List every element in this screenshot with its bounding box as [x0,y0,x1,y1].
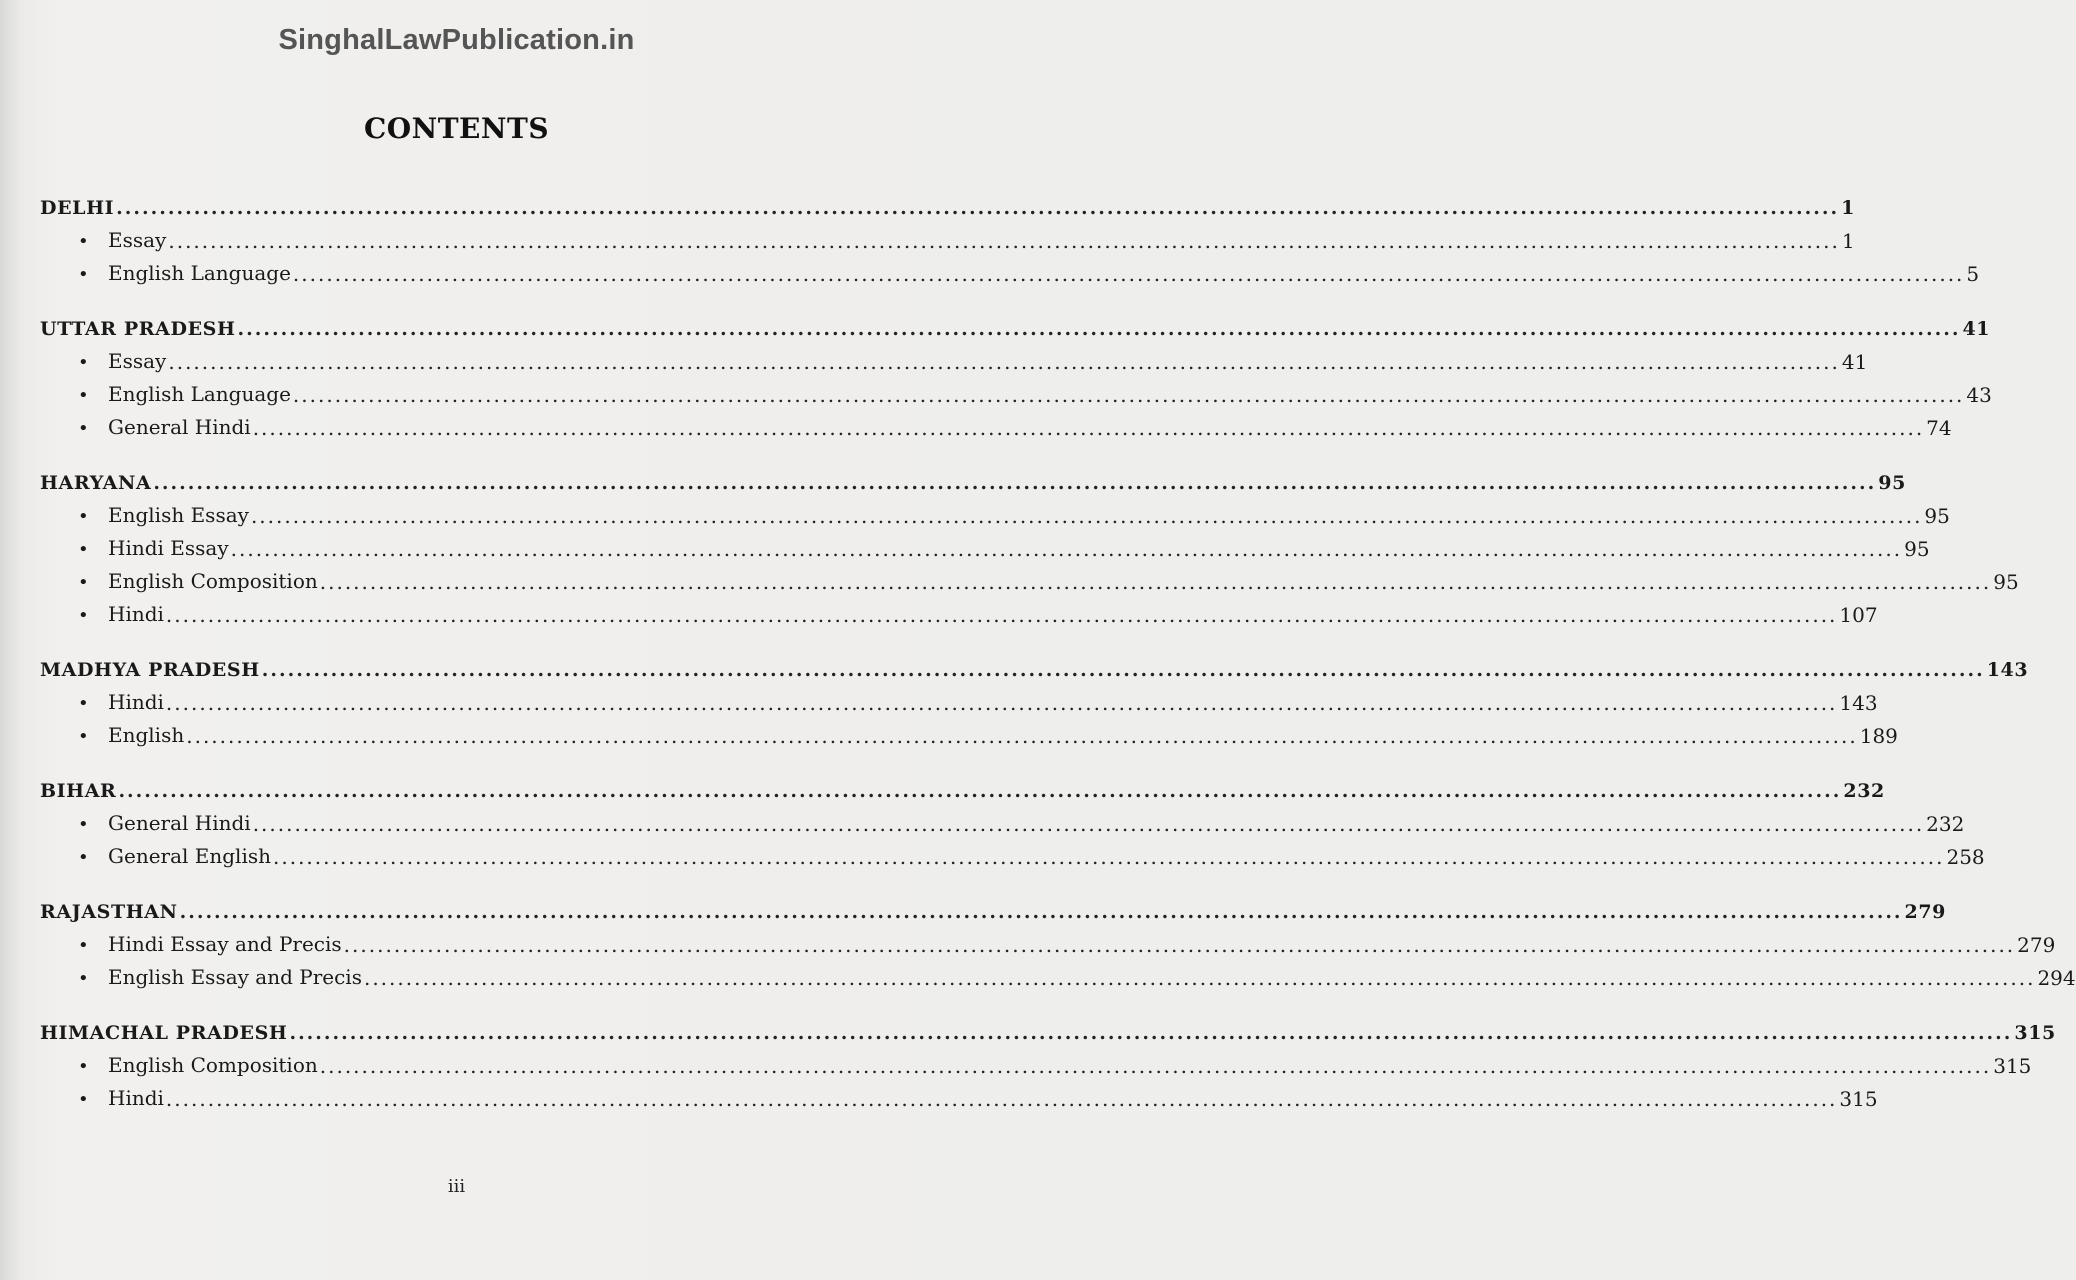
dot-leader: ........................................................................................................................................................................................................ [168,350,1840,374]
dot-leader: ........................................................................................................................................................................................................ [261,659,1985,681]
item-page-number: 258 [1946,845,1985,869]
item-page-number: 95 [1924,504,1950,528]
dot-leader: ........................................................................................................................................................................................................ [292,383,1965,407]
toc-section-haryana[interactable] [40,467,1906,500]
toc-item[interactable] [40,929,2056,962]
bullet-icon: • [78,847,89,868]
bullet-icon: • [78,693,89,714]
item-label: Hindi [108,602,164,626]
item-title [78,565,318,599]
section-gap [40,995,866,1017]
item-label: General Hindi [108,811,251,835]
section-gap [40,874,866,896]
toc-item[interactable] [40,1083,1878,1116]
section-page-number: 232 [1843,780,1885,802]
bullet-icon: • [78,968,89,989]
section-title: RAJASTHAN [40,901,178,923]
item-title [78,499,249,533]
item-label: English Composition [108,569,318,593]
item-title [78,719,184,753]
section-page-number: 41 [1962,318,1991,340]
item-label: Hindi Essay [108,536,229,560]
item-page-number: 1 [1841,229,1855,253]
dot-leader: ........................................................................................................................................................................................................ [252,416,1925,440]
item-label: Hindi [108,1086,164,1110]
toc-section-uttar-pradesh[interactable] [40,313,1991,346]
toc-item[interactable] [40,346,1868,379]
section-page-number: 279 [1904,901,1947,923]
item-title [78,1049,318,1083]
item-label: Hindi [108,690,164,714]
dot-leader: ........................................................................................................................................................................................................ [186,724,1858,748]
dot-leader: ........................................................................................................................................................................................................ [179,901,1903,923]
toc-section-himachal-pradesh[interactable] [40,1017,2056,1050]
toc-item[interactable] [40,225,1855,258]
section-title: MADHYA PRADESH [40,659,260,681]
item-title [78,928,342,962]
dot-leader: ........................................................................................................................................................................................................ [237,318,1961,340]
bullet-icon: • [78,572,89,593]
toc-section-madhya-pradesh[interactable] [40,654,2029,687]
dot-leader: ........................................................................................................................................................................................................ [165,691,1838,715]
bullet-icon: • [78,814,89,835]
bullet-icon: • [78,385,89,406]
section-gap [40,291,866,313]
toc-item[interactable] [40,962,2076,995]
toc-item[interactable] [40,412,1952,445]
bullet-icon: • [78,1089,89,1110]
item-title [78,378,291,412]
watermark: SinghalLawPublication.in [278,24,635,56]
bullet-icon: • [78,352,89,373]
item-title [78,598,164,632]
item-title [78,257,291,291]
section-title: HARYANA [40,472,152,494]
toc-item[interactable] [40,808,1965,841]
section-gap [40,445,866,467]
dot-leader: ........................................................................................................................................................................................................ [250,504,1923,528]
dot-leader: ........................................................................................................................................................................................................ [168,229,1840,253]
item-label: General Hindi [108,415,251,439]
item-label: Essay [108,349,167,373]
table-of-contents [40,192,2076,1116]
item-title [78,224,166,258]
dot-leader: ........................................................................................................................................................................................................ [343,933,2016,957]
toc-item[interactable] [40,566,2019,599]
bullet-icon: • [78,539,89,560]
toc-section-rajasthan[interactable] [40,896,1947,929]
dot-leader: ........................................................................................................................................................................................................ [273,845,1945,869]
item-page-number: 232 [1926,812,1965,836]
bullet-icon: • [78,1056,89,1077]
toc-item[interactable] [40,720,1898,753]
section-page-number: 315 [2014,1022,2056,1044]
item-page-number: 43 [1966,383,1992,407]
item-page-number: 41 [1841,350,1868,374]
item-page-number: 189 [1859,724,1898,748]
dot-leader: ........................................................................................................................................................................................................ [230,537,1903,561]
item-title [78,345,166,379]
section-gap [40,753,866,775]
item-label: Essay [108,228,167,252]
toc-item[interactable] [40,500,1950,533]
section-title: BIHAR [40,780,117,802]
section-title: HIMACHAL PRADESH [40,1022,288,1044]
item-title [78,1082,164,1116]
item-page-number: 143 [1839,691,1878,715]
item-page-number: 279 [2017,933,2056,957]
toc-section-bihar[interactable] [40,775,1885,808]
bullet-icon: • [78,264,89,285]
toc-item[interactable] [40,533,1930,566]
dot-leader: ........................................................................................................................................................................................................ [118,780,1842,802]
dot-leader: ........................................................................................................................................................................................................ [165,603,1838,627]
bullet-icon: • [78,231,89,252]
item-title [78,840,271,874]
item-title [78,961,362,995]
item-page-number: 294 [2037,966,2076,990]
dot-leader: ........................................................................................................................................................................................................ [319,570,1992,594]
section-page-number: 143 [1986,659,2029,681]
bullet-icon: • [78,935,89,956]
dot-leader: ........................................................................................................................................................................................................ [363,966,2036,990]
item-label: English Essay and Precis [108,965,362,989]
dot-leader: ........................................................................................................................................................................................................ [252,812,1925,836]
item-page-number: 315 [1993,1054,2032,1078]
section-title: DELHI [40,197,115,219]
bullet-icon: • [78,418,89,439]
item-page-number: 95 [1904,537,1930,561]
item-title [78,411,251,445]
bullet-icon: • [78,506,89,527]
section-title: UTTAR PRADESH [40,318,236,340]
toc-item[interactable] [40,379,1992,412]
toc-item[interactable] [40,687,1878,720]
item-page-number: 315 [1839,1087,1878,1111]
toc-item[interactable] [40,599,1878,632]
bullet-icon: • [78,726,89,747]
item-label: English Composition [108,1053,318,1077]
item-label: General English [108,844,271,868]
item-title [78,807,251,841]
item-page-number: 5 [1966,262,1980,286]
dot-leader: ........................................................................................................................................................................................................ [319,1054,1992,1078]
section-page-number: 95 [1878,472,1906,494]
item-title [78,686,164,720]
section-gap [40,632,866,654]
item-label: English Essay [108,503,249,527]
dot-leader: ........................................................................................................................................................................................................ [289,1022,2013,1044]
dot-leader: ........................................................................................................................................................................................................ [116,197,1840,219]
page-number: iii [447,1176,466,1197]
item-title [78,532,229,566]
toc-item[interactable] [40,258,1980,291]
dot-leader: ........................................................................................................................................................................................................ [153,472,1877,494]
item-page-number: 74 [1926,416,1952,440]
dot-leader: ........................................................................................................................................................................................................ [292,262,1965,286]
toc-section-delhi[interactable] [40,192,1855,225]
bullet-icon: • [78,605,89,626]
toc-item[interactable] [40,841,1985,874]
item-label: English [108,723,185,747]
toc-item[interactable] [40,1050,2032,1083]
item-page-number: 107 [1839,603,1878,627]
section-page-number: 1 [1841,197,1855,219]
item-label: English Language [108,261,291,285]
dot-leader: ........................................................................................................................................................................................................ [165,1087,1838,1111]
item-page-number: 95 [1993,570,2019,594]
item-label: Hindi Essay and Precis [108,932,342,956]
item-label: English Language [108,382,291,406]
page-title: CONTENTS [363,112,550,145]
